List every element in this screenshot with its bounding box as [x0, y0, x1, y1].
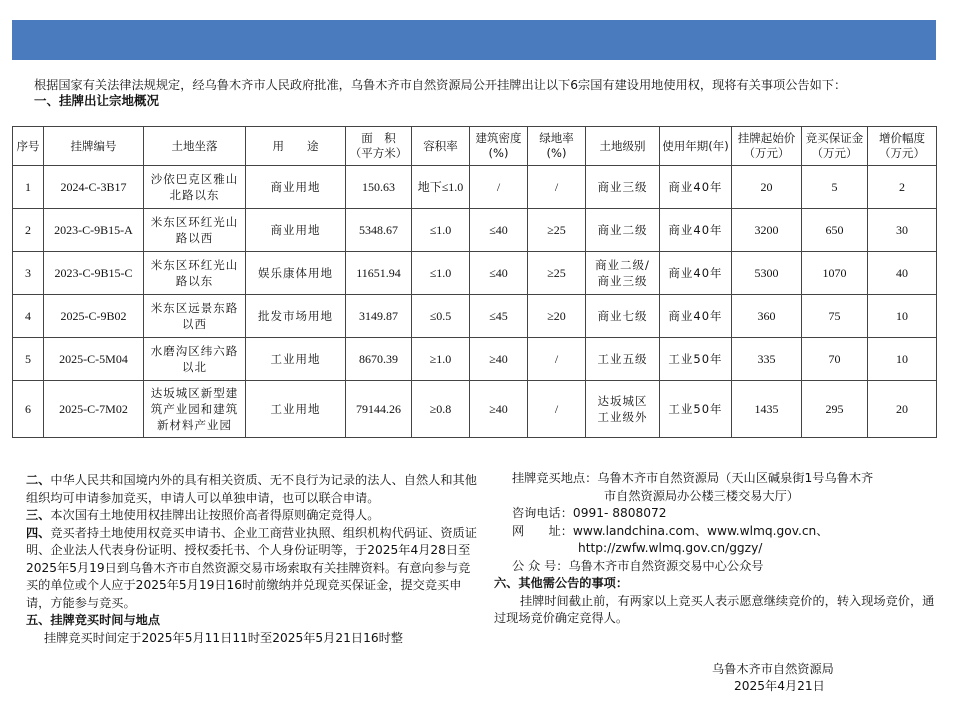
cell-increment: 30	[868, 209, 937, 252]
signature-block	[712, 661, 912, 695]
cell-code: 2025-C-7M02	[44, 381, 144, 438]
cell-density: ≥40	[470, 338, 528, 381]
cell-start-price: 360	[732, 295, 802, 338]
cell-code: 2023-C-9B15-A	[44, 209, 144, 252]
section-4-label: 四、	[26, 525, 51, 540]
section-3-label: 三、	[26, 508, 51, 522]
cell-green: /	[528, 381, 586, 438]
cell-density: ≤40	[470, 209, 528, 252]
cell-use: 商业用地	[246, 209, 346, 252]
section-2-label: 二、	[26, 473, 51, 487]
table-row	[13, 209, 937, 252]
cell-code: 2025-C-5M04	[44, 338, 144, 381]
col-location: 土地坐落	[144, 127, 246, 166]
website: 网 址：www.landchina.com、www.wlmq.gov.cn、	[512, 523, 829, 538]
cell-grade: 工业五级	[586, 338, 660, 381]
cell-density: /	[470, 166, 528, 209]
cell-term: 商业40年	[660, 295, 732, 338]
cell-seq: 5	[13, 338, 44, 381]
cell-use: 工业用地	[246, 338, 346, 381]
cell-area: 11651.94	[346, 252, 412, 295]
section-5-title: 五、挂牌竞买时间与地点	[26, 613, 161, 627]
cell-far: ≤1.0	[412, 209, 470, 252]
cell-grade: 达坂城区 工业级外	[586, 381, 660, 438]
cell-start-price: 335	[732, 338, 802, 381]
cell-code: 2023-C-9B15-C	[44, 252, 144, 295]
col-increment: 增价幅度 （万元）	[868, 127, 937, 166]
cell-seq: 1	[13, 166, 44, 209]
cell-location: 达坂城区新型建 筑产业园和建筑 新材料产业园	[144, 381, 246, 438]
col-green: 绿地率 (%)	[528, 127, 586, 166]
table-row	[13, 338, 937, 381]
cell-deposit: 1070	[802, 252, 868, 295]
cell-grade: 商业二级	[586, 209, 660, 252]
land-parcel-table	[12, 126, 937, 438]
cell-deposit: 75	[802, 295, 868, 338]
cell-deposit: 295	[802, 381, 868, 438]
cell-location: 水磨沟区纬六路 以北	[144, 338, 246, 381]
cell-start-price: 1435	[732, 381, 802, 438]
section-1-title: 一、挂牌出让宗地概况	[34, 93, 160, 108]
cell-term: 工业50年	[660, 381, 732, 438]
bidding-place-cont: 市自然资源局办公楼三楼交易大厅）	[604, 488, 799, 503]
cell-green: /	[528, 338, 586, 381]
cell-start-price: 20	[732, 166, 802, 209]
cell-term: 商业40年	[660, 166, 732, 209]
cell-increment: 20	[868, 381, 937, 438]
section-4-paragraph: 四、竞买者持土地使用权竞买申请书、企业工商营业执照、组织机构代码证、资质证明、企业法人代表身份证明、授权委托书、个人身份证明等，于2025年4月28日至2025年5月19日到乌鲁木齐市自然资源交易市场索取有关挂牌资料。有意向参与竞买的单位或个人应于2025年5月19日16时前缴纳并兑现竞买保证金，提交竞买申请，方能参与竞买。	[26, 525, 477, 610]
website-cont: http://zwfw.wlmq.gov.cn/ggzy/	[578, 541, 763, 555]
cell-term: 商业40年	[660, 252, 732, 295]
cell-area: 150.63	[346, 166, 412, 209]
bidding-place: 挂牌竞买地点：乌鲁木齐市自然资源局（天山区碱泉街1号乌鲁木齐	[512, 471, 874, 485]
col-far: 容积率	[412, 127, 470, 166]
cell-grade: 商业七级	[586, 295, 660, 338]
cell-location: 米东区环红光山 路以西	[144, 209, 246, 252]
cell-use: 娱乐康体用地	[246, 252, 346, 295]
cell-location: 沙依巴克区雅山 北路以东	[144, 166, 246, 209]
cell-density: ≥40	[470, 381, 528, 438]
cell-area: 3149.87	[346, 295, 412, 338]
cell-far: ≤0.5	[412, 295, 470, 338]
cell-location: 米东区远景东路 以西	[144, 295, 246, 338]
left-column	[26, 472, 478, 647]
cell-green: ≥25	[528, 252, 586, 295]
cell-seq: 4	[13, 295, 44, 338]
col-area: 面 积 （平方米）	[346, 127, 412, 166]
cell-term: 工业50年	[660, 338, 732, 381]
cell-deposit: 70	[802, 338, 868, 381]
col-deposit: 竞买保证金 （万元）	[802, 127, 868, 166]
cell-deposit: 650	[802, 209, 868, 252]
section-6-title: 六、其他需公告的事项：	[494, 576, 629, 590]
table-row	[13, 295, 937, 338]
cell-green: ≥25	[528, 209, 586, 252]
col-start-price: 挂牌起始价 （万元）	[732, 127, 802, 166]
cell-area: 79144.26	[346, 381, 412, 438]
cell-increment: 40	[868, 252, 937, 295]
cell-term: 商业40年	[660, 209, 732, 252]
col-term: 使用年期(年)	[660, 127, 732, 166]
cell-far: ≤1.0	[412, 252, 470, 295]
table-row	[13, 381, 937, 438]
section-2-paragraph: 二、中华人民共和国境内外的具有相关资质、无不良行为记录的法人、自然人和其他组织均可申请参加竞买，申请人可以单独申请，也可以联合申请。	[26, 473, 477, 505]
header-bar	[12, 20, 936, 60]
col-seq: 序号	[13, 127, 44, 166]
cell-area: 8670.39	[346, 338, 412, 381]
cell-far: ≥1.0	[412, 338, 470, 381]
cell-seq: 6	[13, 381, 44, 438]
wechat-account: 公 众 号：乌鲁木齐市自然资源交易中心公众号	[512, 558, 764, 573]
cell-increment: 10	[868, 338, 937, 381]
cell-deposit: 5	[802, 166, 868, 209]
table-row	[13, 166, 937, 209]
section-6-text: 挂牌时间截止前，有两家以上竞买人表示愿意继续竞价的，转入现场竞价，通过现场竞价确定竞得人。	[494, 593, 935, 625]
signature-org: 乌鲁木齐市自然资源局	[712, 662, 834, 676]
signature-date: 2025年4月21日	[734, 679, 825, 693]
cell-location: 米东区环红光山 路以东	[144, 252, 246, 295]
cell-seq: 3	[13, 252, 44, 295]
cell-use: 批发市场用地	[246, 295, 346, 338]
cell-start-price: 5300	[732, 252, 802, 295]
bidding-time: 挂牌竞买时间定于2025年5月11日11时至2025年5月21日16时整	[44, 630, 403, 645]
cell-density: ≤40	[470, 252, 528, 295]
table-header-row	[13, 127, 937, 166]
cell-grade: 商业三级	[586, 166, 660, 209]
cell-increment: 10	[868, 295, 937, 338]
intro-paragraph: 根据国家有关法律法规规定，经乌鲁木齐市人民政府批准，乌鲁木齐市自然资源局公开挂牌出让以下6宗国有建设用地使用权，现将有关事项公告如下：	[34, 78, 847, 92]
cell-seq: 2	[13, 209, 44, 252]
cell-green: /	[528, 166, 586, 209]
cell-far: 地下≤1.0	[412, 166, 470, 209]
cell-increment: 2	[868, 166, 937, 209]
table-row	[13, 252, 937, 295]
cell-code: 2025-C-9B02	[44, 295, 144, 338]
col-use: 用 途	[246, 127, 346, 166]
section-3-paragraph: 三、本次国有土地使用权挂牌出让按照价高者得原则确定竞得人。	[26, 508, 380, 522]
cell-green: ≥20	[528, 295, 586, 338]
col-density: 建筑密度 (%)	[470, 127, 528, 166]
cell-area: 5348.67	[346, 209, 412, 252]
col-code: 挂牌编号	[44, 127, 144, 166]
col-grade: 土地级别	[586, 127, 660, 166]
cell-grade: 商业二级/ 商业三级	[586, 252, 660, 295]
cell-start-price: 3200	[732, 209, 802, 252]
cell-far: ≥0.8	[412, 381, 470, 438]
contact-phone: 咨询电话：0991- 8808072	[512, 506, 667, 520]
cell-code: 2024-C-3B17	[44, 166, 144, 209]
cell-use: 工业用地	[246, 381, 346, 438]
cell-use: 商业用地	[246, 166, 346, 209]
cell-density: ≤45	[470, 295, 528, 338]
right-column	[494, 470, 938, 628]
